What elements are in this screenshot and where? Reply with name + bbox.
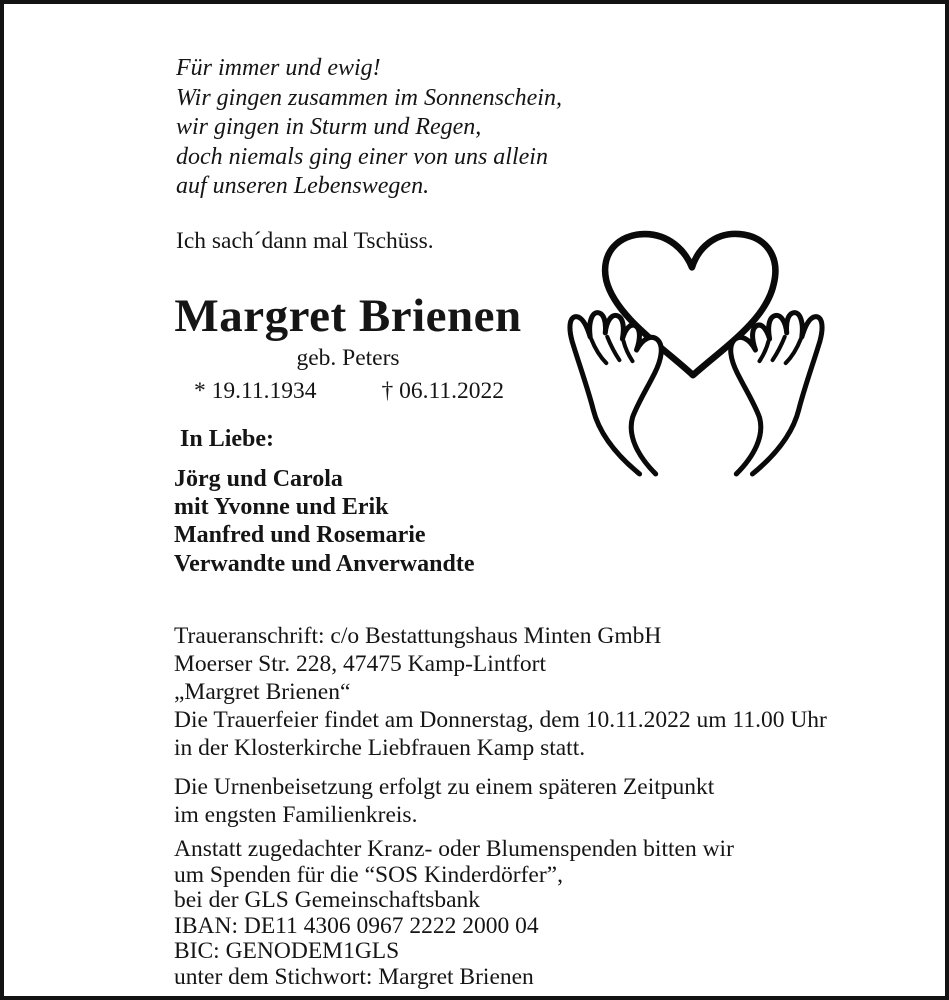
poem-line: auf unseren Lebenswegen. <box>176 173 430 199</box>
deceased-name: Margret Brienen <box>174 290 522 342</box>
poem-line: Für immer und ewig! <box>176 55 381 81</box>
life-dates <box>168 378 528 405</box>
service-line: in der Klosterkirche Liebfrauen Kamp statt. <box>174 734 586 761</box>
death-date: † 06.11.2022 <box>381 378 504 404</box>
birth-date: * 19.11.1934 <box>194 378 317 404</box>
burial-line: im engsten Familienkreis. <box>174 801 418 828</box>
hands-holding-heart-svg <box>560 226 832 478</box>
mourner-line: mit Yvonne und Erik <box>174 494 389 521</box>
donation-info <box>174 837 734 991</box>
mourners-list <box>174 465 474 578</box>
donation-line: um Spenden für die “SOS Kinderdörfer”, <box>174 861 563 888</box>
poem-line: wir gingen in Sturm und Regen, <box>176 114 482 140</box>
farewell-line: Ich sach´dann mal Tschüss. <box>176 228 434 254</box>
mourners-heading: In Liebe: <box>180 426 275 452</box>
maiden-name: geb. Peters <box>296 345 400 371</box>
donation-line: IBAN: DE11 4306 0967 2222 2000 04 <box>174 912 539 939</box>
funeral-service-info <box>174 707 827 763</box>
donation-line: unter dem Stichwort: Margret Brienen <box>174 963 534 990</box>
donation-line: bei der GLS Gemeinschaftsbank <box>174 887 481 914</box>
mourner-line: Jörg und Carola <box>174 466 343 492</box>
mourner-line: Verwandte und Anverwandte <box>174 550 475 577</box>
address-line: Traueranschrift: c/o Bestattungshaus Minten GmbH <box>174 623 662 649</box>
donation-line: Anstatt zugedachter Kranz- oder Blumenspenden bitten wir <box>174 836 734 862</box>
mourner-line: Manfred und Rosemarie <box>174 522 426 549</box>
memorial-poem <box>176 54 562 202</box>
address-line: „Margret Brienen“ <box>174 678 351 705</box>
hands-holding-heart-icon <box>560 226 832 478</box>
urn-burial-info <box>174 774 714 830</box>
mourning-address <box>174 623 661 706</box>
deceased-block <box>168 290 528 405</box>
address-line: Moerser Str. 228, 47475 Kamp-Lintfort <box>174 650 547 677</box>
service-line: Die Trauerfeier findet am Donnerstag, dem 10.11.2022 um 11.00 Uhr <box>174 707 827 733</box>
donation-line: BIC: GENODEM1GLS <box>174 938 400 965</box>
poem-line: Wir gingen zusammen im Sonnenschein, <box>176 84 562 111</box>
poem-line: doch niemals ging einer von uns allein <box>176 143 548 170</box>
burial-line: Die Urnenbeisetzung erfolgt zu einem späteren Zeitpunkt <box>174 774 715 800</box>
